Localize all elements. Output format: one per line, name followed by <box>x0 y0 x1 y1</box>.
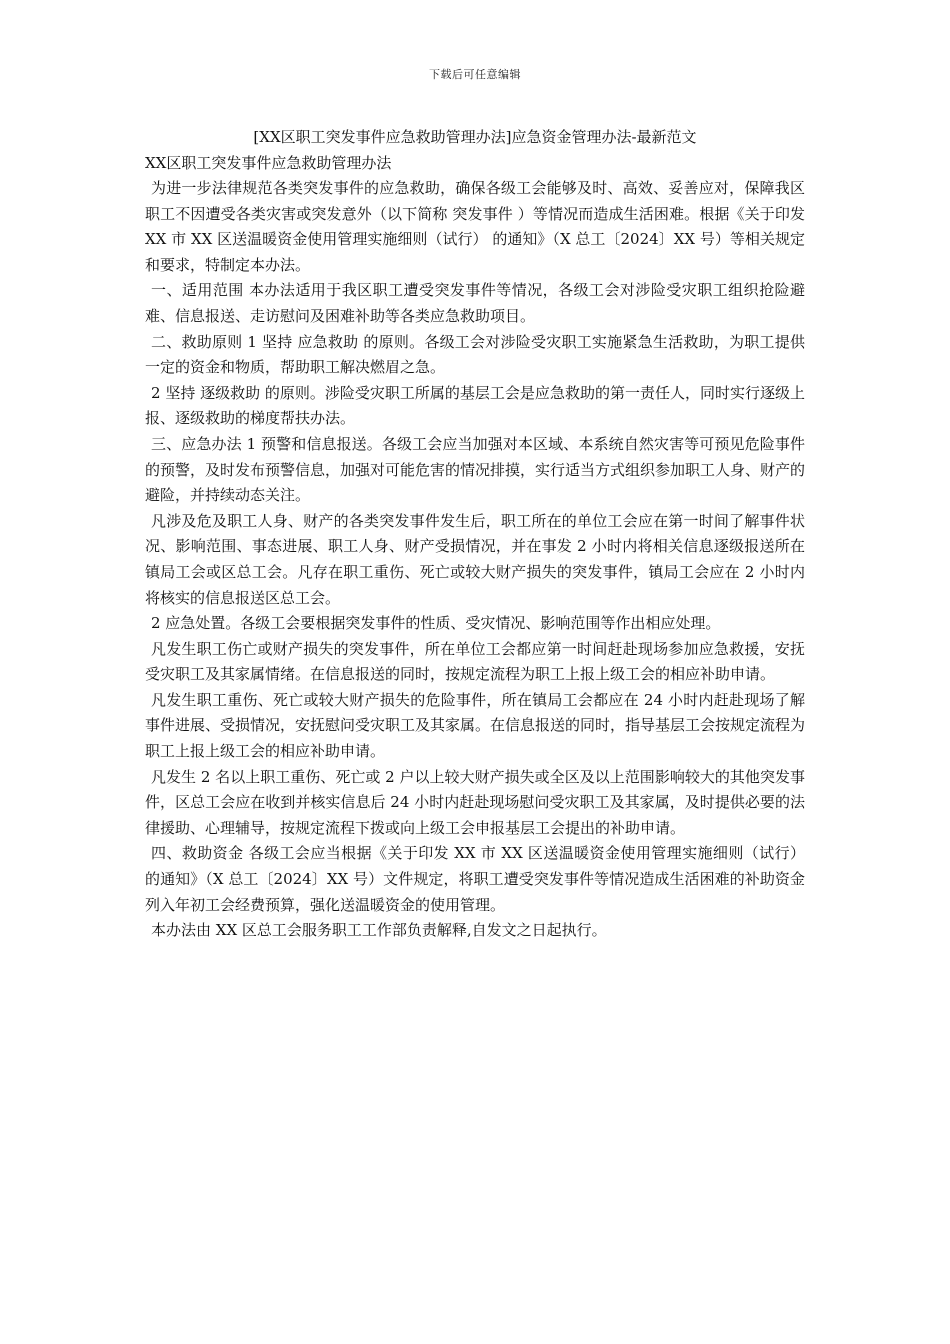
paragraph-intro: 为进一步法律规范各类突发事件的应急救助，确保各级工会能够及时、高效、妥善应对，保障我区职工不因遭受各类灾害或突发意外（以下简称 突发事件 ）等情况而造成生活困难。根据《关于印发 XX 市 XX 区送温暖资金使用管理实施细则（试行） 的通知》（X 总工〔2024〕XX 号）等相关规定和要求，特制定本办法。 <box>145 179 805 274</box>
paragraph-funding: 四、救助资金 各级工会应当根据《关于印发 XX 市 XX 区送温暖资金使用管理实施细则（试行） 的通知》（X 总工〔2024〕XX 号）文件规定，将职工遭受突发事件等情况造成生活困难的补助资金列入年初工会经费预算，强化送温暖资金的使用管理。 <box>145 844 805 914</box>
paragraph-handling-unit: 凡发生职工伤亡或财产损失的突发事件，所在单位工会都应第一时间赶赴现场参加应急救援，安抚受灾职工及其家属情绪。在信息报送的同时，按规定流程为职工上报上级工会的相应补助申请。 <box>145 639 805 684</box>
paragraph-principle-2: 2 坚持 逐级救助 的原则。涉险受灾职工所属的基层工会是应急救助的第一责任人，同时实行逐级上报、逐级救助的梯度帮扶办法。 <box>145 383 805 428</box>
paragraph-principle-1: 二、救助原则 1 坚持 应急救助 的原则。各级工会对涉险受灾职工实施紧急生活救助，为职工提供一定的资金和物质，帮助职工解决燃眉之急。 <box>145 332 805 377</box>
document-body <box>145 124 805 944</box>
paragraph-method-reporting: 凡涉及危及职工人身、财产的各类突发事件发生后，职工所在的单位工会应在第一时间了解事件状况、影响范围、事态进展、职工人身、财产受损情况，并在事发 2 小时内将相关信息逐级报送所在镇局工会或区总工会。凡存在职工重伤、死亡或较大财产损失的突发事件，镇局工会应在 2 小时内将核实的信息报送区总工会。 <box>145 511 805 607</box>
paragraph-handling-town: 凡发生职工重伤、死亡或较大财产损失的危险事件，所在镇局工会都应在 24 小时内赶赴现场了解事件进展、受损情况，安抚慰问受灾职工及其家属。在信息报送的同时，指导基层工会按规定流程为职工上报上级工会的相应补助申请。 <box>145 690 806 761</box>
document-title: [XX区职工突发事件应急救助管理办法]应急资金管理办法-最新范文 <box>253 128 697 146</box>
document-subtitle: XX区职工突发事件应急救助管理办法 <box>145 154 392 172</box>
paragraph-scope: 一、适用范围 本办法适用于我区职工遭受突发事件等情况，各级工会对涉险受灾职工组织抢险避难、信息报送、走访慰问及困难补助等各类应急救助项目。 <box>145 281 805 325</box>
paragraph-closing: 本办法由 XX 区总工会服务职工工作部负责解释,自发文之日起执行。 <box>151 921 607 940</box>
paragraph-handling-district: 凡发生 2 名以上职工重伤、死亡或 2 户以上较大财产损失或全区及以上范围影响较大的其他突发事件，区总工会应在收到并核实信息后 24 小时内赶赴现场慰问受灾职工及其家属，及时提供必要的法律援助、心理辅导，按规定流程下拨或向上级工会申报基层工会提出的补助申请。 <box>145 767 805 837</box>
header-note: 下载后可任意编辑 <box>429 68 521 81</box>
paragraph-method-warning: 三、应急办法 1 预警和信息报送。各级工会应当加强对本区域、本系统自然灾害等可预见危险事件的预警，及时发布预警信息，加强对可能危害的情况排摸，实行适当方式组织参加职工人身、财产的避险，并持续动态关注。 <box>145 434 806 505</box>
paragraph-method-handling: 2 应急处置。各级工会要根据突发事件的性质、受灾情况、影响范围等作出相应处理。 <box>151 614 721 633</box>
